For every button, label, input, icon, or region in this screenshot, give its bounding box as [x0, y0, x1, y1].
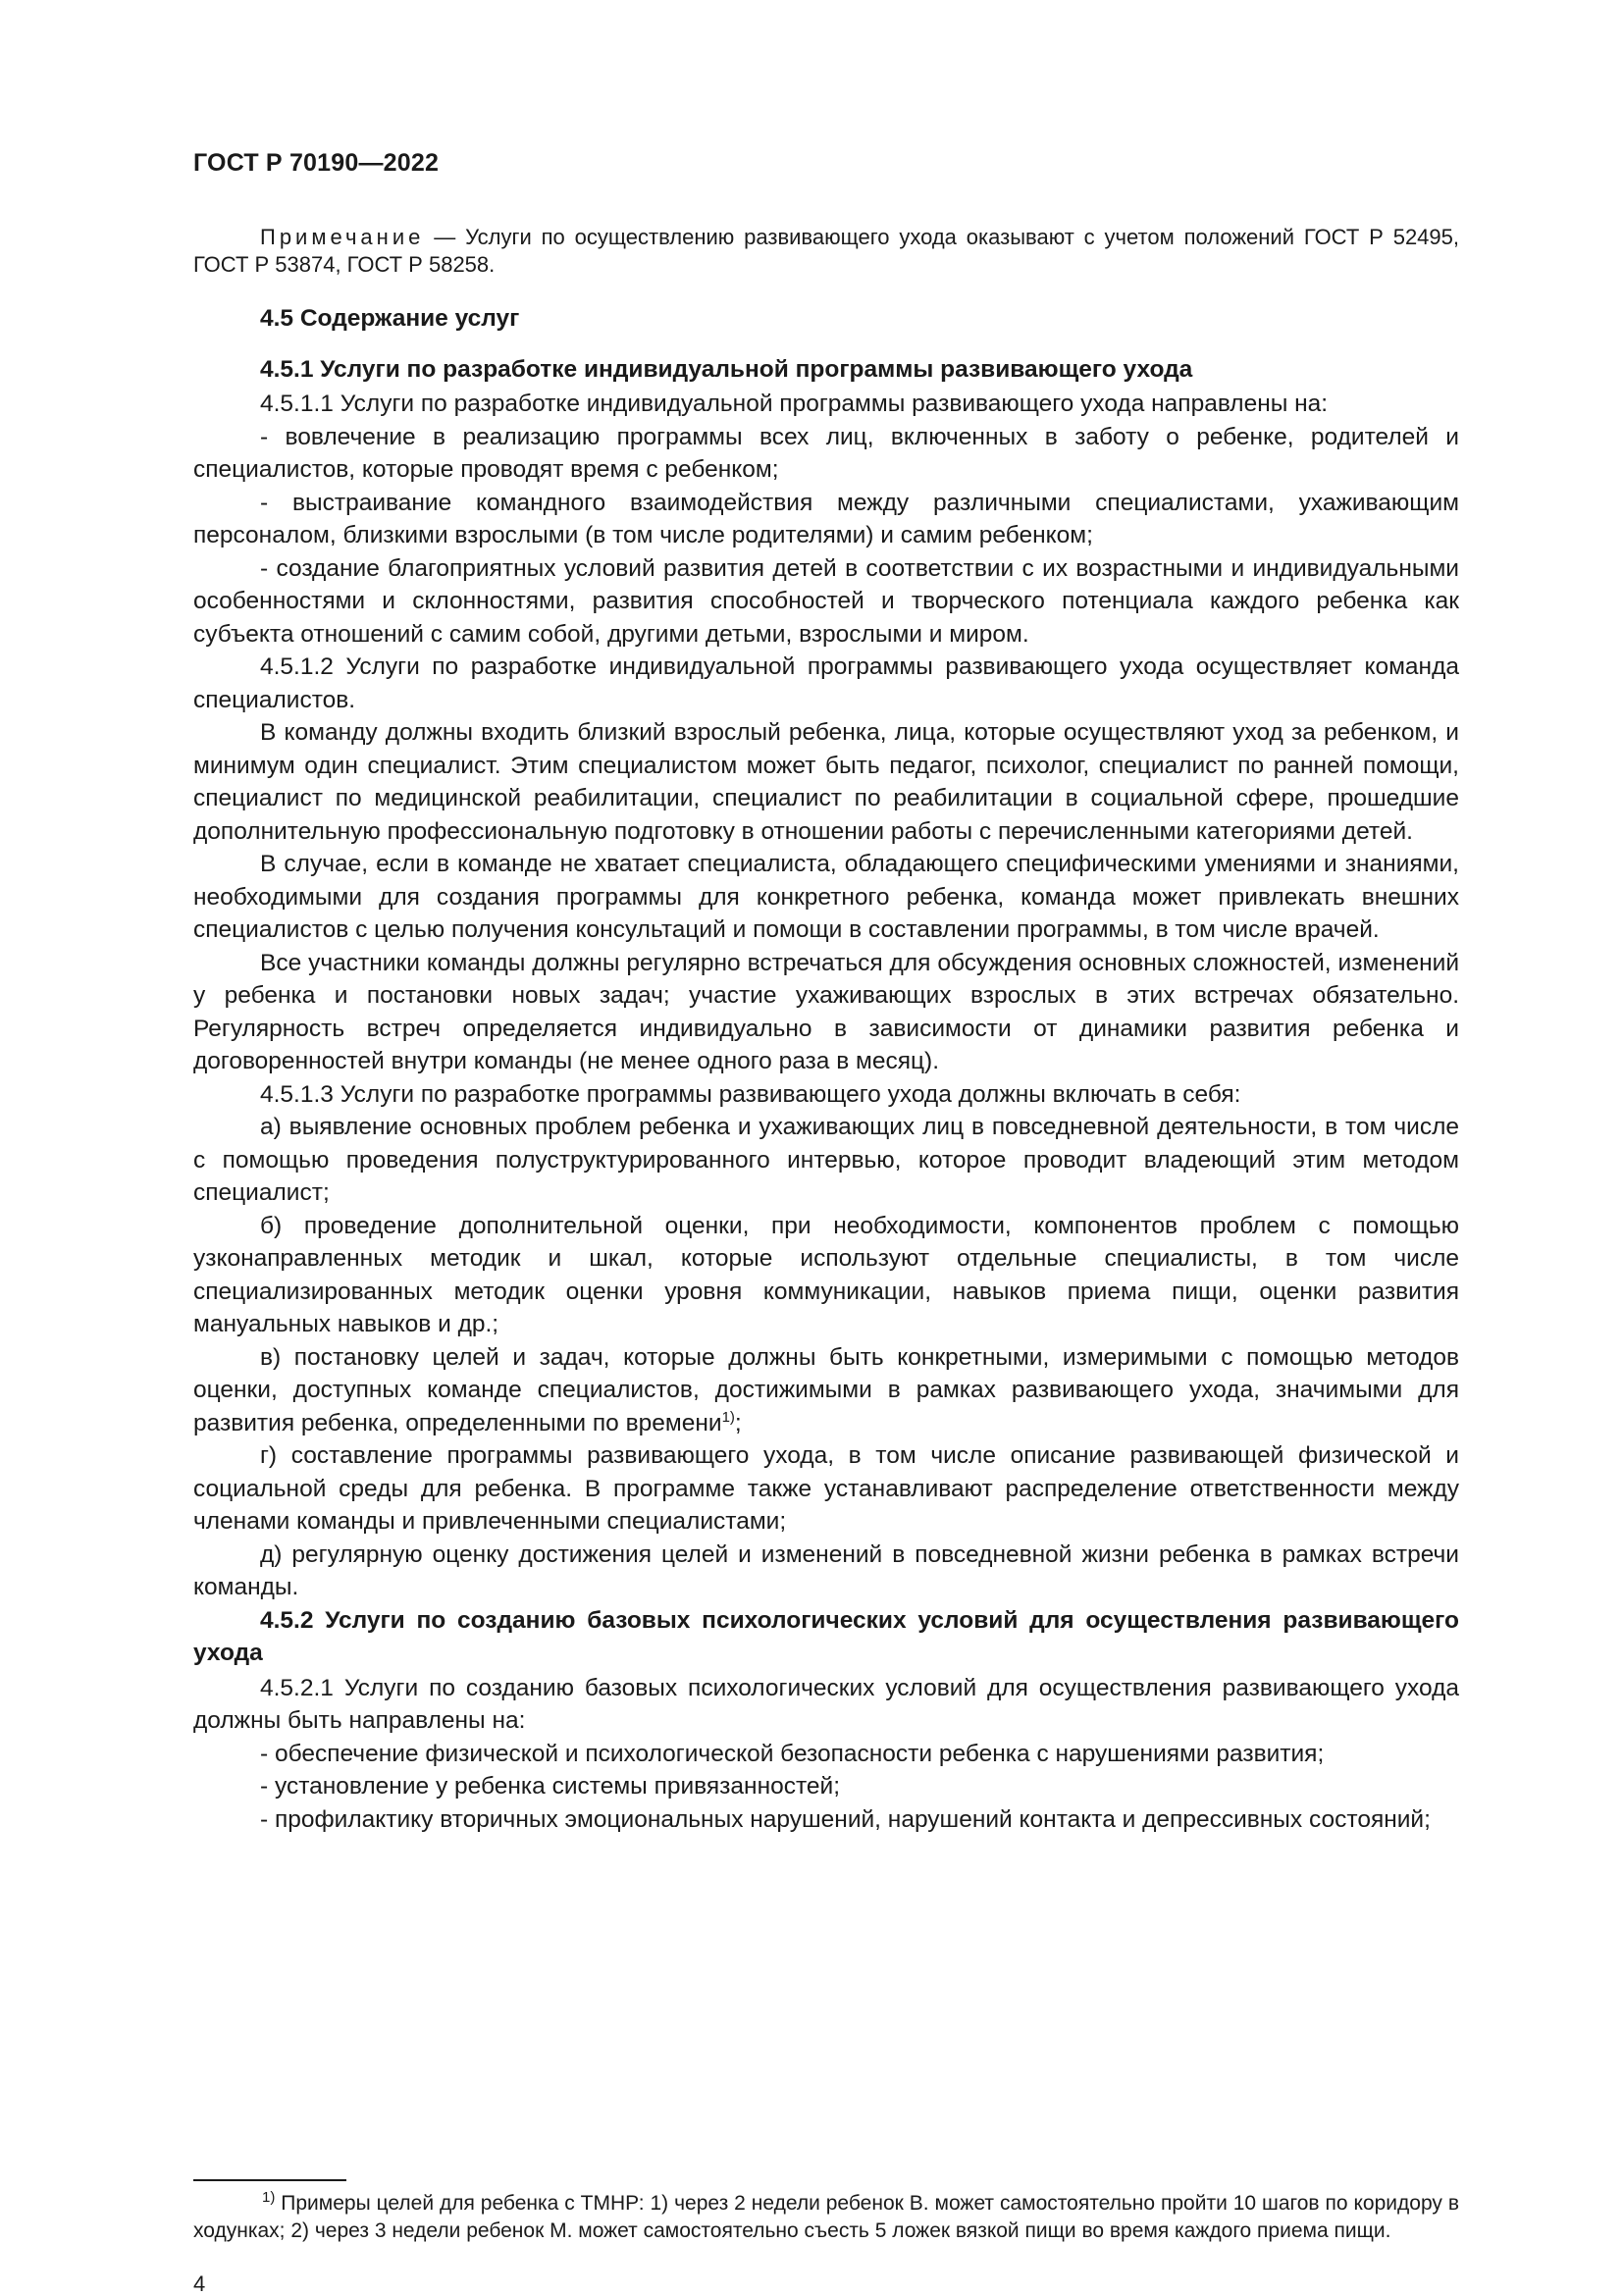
footnote-divider [193, 2179, 346, 2181]
subsection-heading-4-5-2: 4.5.2 Услуги по созданию базовых психологических условий для осуществления развивающего ухода [193, 1606, 1459, 1666]
page-content [193, 224, 1459, 1836]
section-heading: 4.5 Содержание услуг [260, 305, 520, 332]
clause-4-5-1-3: 4.5.1.3 Услуги по разработке программы развивающего ухода должны включать в себя: [260, 1080, 1241, 1108]
footnote-text [193, 2190, 1459, 2245]
body-paragraph: В случае, если в команде не хватает специалиста, обладающего специфическими умениями и знаниями, необходимыми для создания программы для конкретного ребенка, команда может привлекать внешних специалистов с целью получения консультаций и помощи в составлении программы, в том числе врачей. [193, 851, 1459, 943]
list-item: - обеспечение физической и психологической безопасности ребенка с нарушениями развития; [260, 1740, 1325, 1767]
footnote [193, 2190, 1459, 2245]
list-item: д) регулярную оценку достижения целей и изменений в повседневной жизни ребенка в рамках встречи команды. [193, 1540, 1459, 1600]
body-paragraph: Все участники команды должны регулярно встречаться для обсуждения основных сложностей, изменений у ребенка и постановки новых задач; участие ухаживающих взрослых в этих встречах обязательно. Регулярность встреч определяется индивидуально в зависимости от динамики развития ребенка и договоренностей внутри команды (не менее одного раза в месяц). [193, 949, 1459, 1074]
clause-4-5-1-2: 4.5.1.2 Услуги по разработке индивидуальной программы развивающего ухода осуществляет команда специалистов. [193, 653, 1459, 713]
subsection-heading-4-5-1: 4.5.1 Услуги по разработке индивидуальной программы развивающего ухода [260, 355, 1193, 383]
note-text: — Услуги по осуществлению развивающего ухода оказывают с учетом положений ГОСТ Р 52495, ГОСТ Р 53874, ГОСТ Р 58258. [193, 225, 1459, 277]
note-paragraph [193, 224, 1459, 279]
list-item: - вовлечение в реализацию программы всех лиц, включенных в заботу о ребенке, родителей и специалистов, которые проводят время с ребенком; [193, 423, 1459, 483]
list-item: а) выявление основных проблем ребенка и ухаживающих лиц в повседневной деятельности, в том числе с помощью проведения полуструктурированного интервью, которое проводит владеющий этим методом специалист; [193, 1114, 1459, 1206]
footnote-marker: 1) [262, 2189, 276, 2206]
page-number: 4 [193, 2271, 206, 2296]
list-item-text: в) постановку целей и задач, которые должны быть конкретными, измеримыми с помощью методов оценки, доступных команде специалистов, достижимыми в рамках развивающего ухода, значимыми для развития ребенка, определенными по времени [193, 1343, 1459, 1436]
list-item: - профилактику вторичных эмоциональных нарушений, нарушений контакта и депрессивных состояний; [260, 1805, 1431, 1833]
note-label: Примечание [260, 225, 425, 249]
clause-4-5-1-1: 4.5.1.1 Услуги по разработке индивидуальной программы развивающего ухода направлены на: [260, 391, 1329, 417]
document-header: ГОСТ Р 70190—2022 [193, 149, 440, 177]
body-paragraph: В команду должны входить близкий взрослый ребенка, лица, которые осуществляют уход за ребенком, и минимум один специалист. Этим специалистом может быть педагог, психолог, специалист по ранней помощи, специалист по медицинской реабилитации, специалист по реабилитации в социальной сфере, прошедшие дополнительную профессиональную подготовку в отношении работы с перечисленными категориями детей. [193, 719, 1459, 845]
list-item: б) проведение дополнительной оценки, при необходимости, компонентов проблем с помощью узконаправленных методик и шкал, которые используют отдельные специалисты, в том числе специализированных методик оценки уровня коммуникации, навыков приема пищи, оценки развития мануальных навыков и др.; [193, 1212, 1459, 1337]
footnote-reference[interactable]: 1) [721, 1408, 735, 1426]
list-item: г) составление программы развивающего ухода, в том числе описание развивающей физической и социальной среды для ребенка. В программе также устанавливают распределение ответственности между членами команды и привлеченными специалистами; [193, 1442, 1459, 1535]
clause-4-5-2-1: 4.5.2.1 Услуги по созданию базовых психологических условий для осуществления развивающего ухода должны быть направлены на: [193, 1674, 1459, 1734]
footnote-body: Примеры целей для ребенка с ТМНР: 1) через 2 недели ребенок В. может самостоятельно пройти 10 шагов по коридору в ходунках; 2) через 3 недели ребенок М. может самостоятельно съесть 5 ложек вязкой пищи во время каждого приема пищи. [193, 2192, 1459, 2242]
list-item [193, 1341, 1459, 1440]
list-item: - создание благоприятных условий развития детей в соответствии с их возрастными и индивидуальными особенностями и склонностями, развития способностей и творческого потенциала каждого ребенка как субъекта отношений с самим собой, другими детьми, взрослыми и миром. [193, 554, 1459, 648]
list-item-end: ; [734, 1409, 742, 1436]
list-item: - выстраивание командного взаимодействия между различными специалистами, ухаживающим персоналом, близкими взрослыми (в том числе родителями) и самим ребенком; [193, 489, 1459, 548]
list-item: - установление у ребенка системы привязанностей; [260, 1773, 841, 1800]
